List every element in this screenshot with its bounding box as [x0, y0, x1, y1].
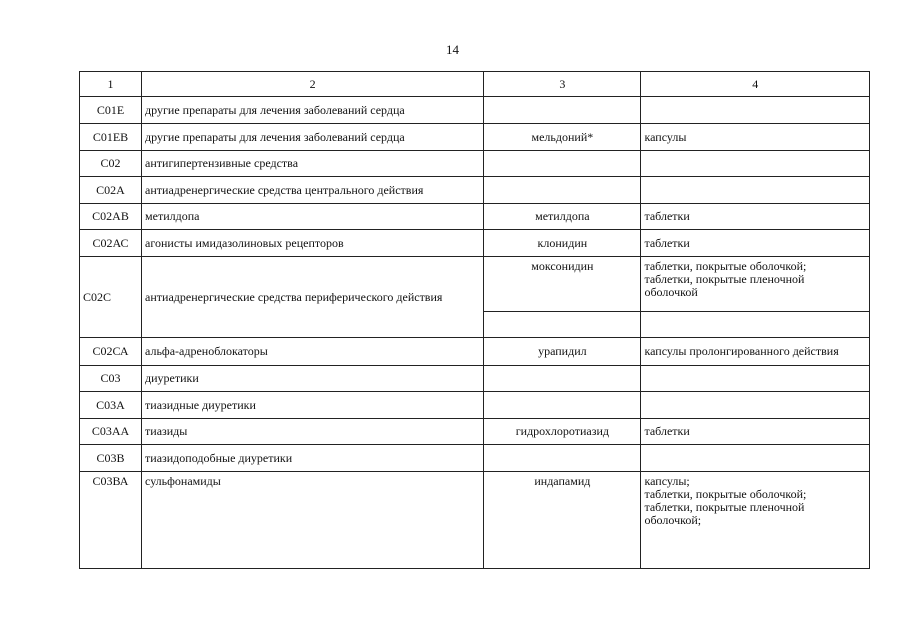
atc-group-name: альфа-адреноблокаторы [142, 338, 484, 366]
drug-name [484, 177, 641, 204]
atc-code: С02 [80, 151, 142, 177]
atc-code: С02АС [80, 230, 142, 257]
drug-name [484, 97, 641, 124]
column-header: 3 [484, 72, 641, 97]
dosage-form: таблетки [641, 204, 870, 230]
table-row [80, 419, 870, 445]
column-header: 4 [641, 72, 870, 97]
dosage-form [641, 366, 870, 392]
atc-group-name: сульфонамиды [142, 472, 484, 569]
table-row [80, 230, 870, 257]
drug-name: индапамид [484, 472, 641, 569]
atc-code: С02АВ [80, 204, 142, 230]
atc-group-name: тиазидные диуретики [142, 392, 484, 419]
dosage-form: таблетки [641, 419, 870, 445]
atc-group-name: антиадренергические средства центрального действия [142, 177, 484, 204]
atc-code: С02С [80, 257, 142, 338]
atc-code: С02А [80, 177, 142, 204]
drug-table [79, 71, 870, 569]
table-row [80, 177, 870, 204]
table-row [80, 445, 870, 472]
atc-group-name: диуретики [142, 366, 484, 392]
dosage-form [641, 97, 870, 124]
drug-name: мельдоний* [484, 124, 641, 151]
table-row [80, 472, 870, 569]
table-row [80, 151, 870, 177]
drug-name: клонидин [484, 230, 641, 257]
dosage-form: капсулы; таблетки, покрытые оболочкой; таблетки, покрытые пленочной оболочкой; [641, 472, 870, 569]
dosage-form: таблетки, покрытые оболочкой; таблетки, покрытые пленочной оболочкой [641, 257, 870, 312]
atc-group-name: антигипертензивные средства [142, 151, 484, 177]
table-row [80, 97, 870, 124]
atc-code: С03В [80, 445, 142, 472]
drug-name: урапидил [484, 338, 641, 366]
atc-group-name: антиадренергические средства периферического действия [142, 257, 484, 338]
atc-group-name: другие препараты для лечения заболеваний сердца [142, 124, 484, 151]
column-header: 2 [142, 72, 484, 97]
atc-group-name: агонисты имидазолиновых рецепторов [142, 230, 484, 257]
atc-code: С01Е [80, 97, 142, 124]
drug-name: моксонидин [484, 257, 641, 312]
table-header-row [80, 72, 870, 97]
atc-code: С03ВА [80, 472, 142, 569]
atc-code: С03А [80, 392, 142, 419]
atc-code: С01ЕВ [80, 124, 142, 151]
drug-name [484, 392, 641, 419]
table-row [80, 338, 870, 366]
atc-group-name: тиазиды [142, 419, 484, 445]
dosage-form [641, 151, 870, 177]
atc-code: С03АА [80, 419, 142, 445]
table-row [80, 124, 870, 151]
table-row [80, 392, 870, 419]
drug-name: гидрохлоротиазид [484, 419, 641, 445]
dosage-form: таблетки [641, 230, 870, 257]
atc-group-name: метилдопа [142, 204, 484, 230]
dosage-form [641, 392, 870, 419]
dosage-form [641, 445, 870, 472]
atc-group-name: тиазидоподобные диуретики [142, 445, 484, 472]
atc-group-name: другие препараты для лечения заболеваний сердца [142, 97, 484, 124]
dosage-form [641, 177, 870, 204]
drug-name [484, 312, 641, 338]
drug-name [484, 445, 641, 472]
atc-code: С02СА [80, 338, 142, 366]
table-row [80, 257, 870, 312]
drug-name [484, 151, 641, 177]
column-header: 1 [80, 72, 142, 97]
dosage-form: капсулы [641, 124, 870, 151]
table-row [80, 366, 870, 392]
atc-code: С03 [80, 366, 142, 392]
table-row [80, 204, 870, 230]
page-number: 14 [446, 42, 459, 57]
dosage-form: капсулы пролонгированного действия [641, 338, 870, 366]
drug-name: метилдопа [484, 204, 641, 230]
dosage-form [641, 312, 870, 338]
drug-name [484, 366, 641, 392]
